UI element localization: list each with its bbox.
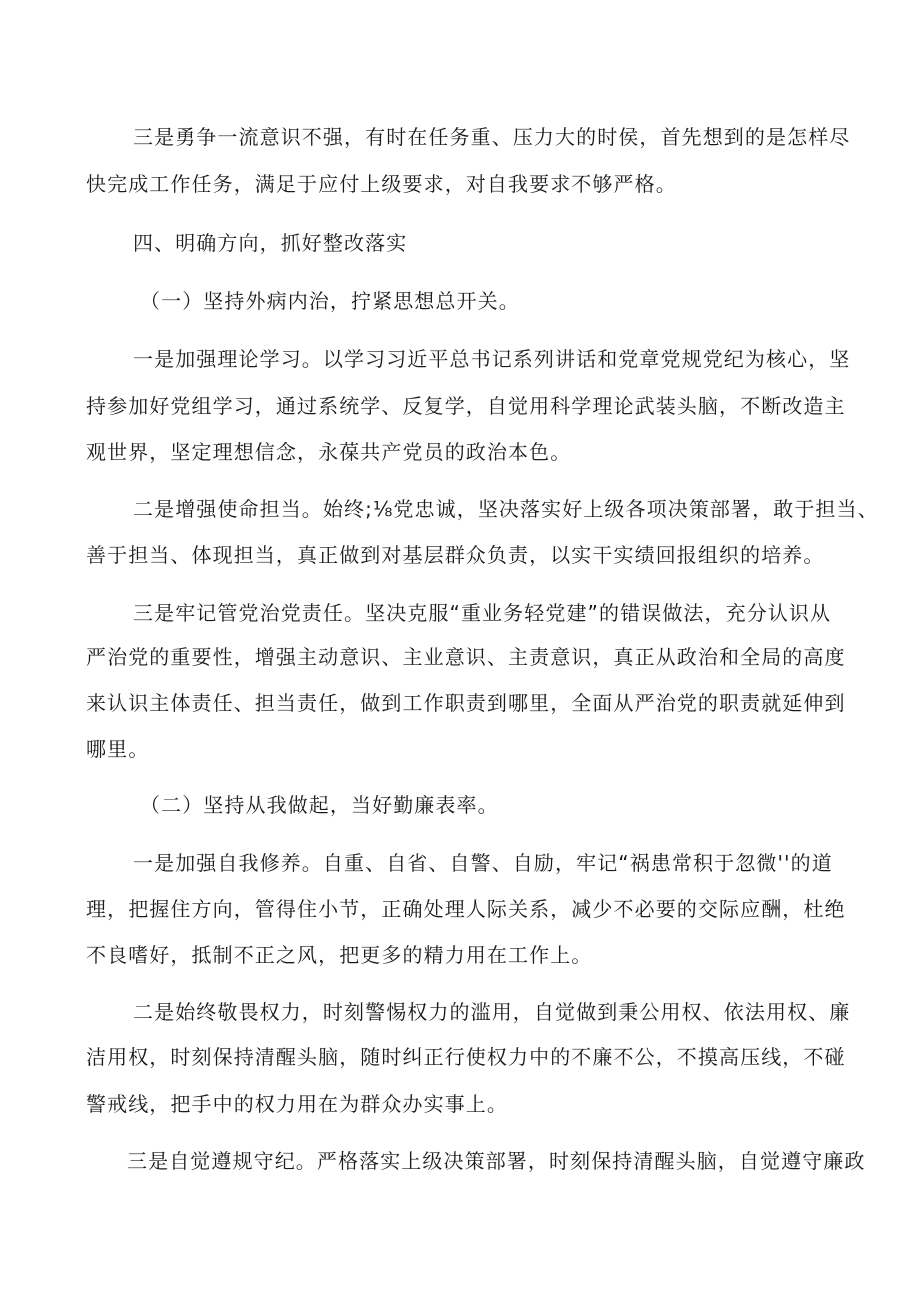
paragraph-line: 持参加好党组学习，通过系统学、反复学，自觉用科学理论武装头脑，不断改造主 (86, 394, 846, 418)
paragraph-line: 一是加强自我修养。自重、自省、自警、自励，牢记“祸患常积于忽微''的道 (133, 851, 833, 875)
paragraph-line: 来认识主体责任、担当责任，做到工作职责到哪里，全面从严治党的职责就延伸到 (86, 691, 846, 715)
paragraph-line: 不良嗜好，抵制不正之风，把更多的精力用在工作上。 (86, 943, 593, 967)
section-heading: 四、明确方向，抓好整改落实 (133, 231, 408, 255)
paragraph-line: 三是自觉遵规守纪。严格落实上级决策部署，时刻保持清醒头脑，自觉遵守廉政 (127, 1149, 866, 1173)
paragraph-line: 观世界，坚定理想信念，永葆共产党员的政治本色。 (86, 440, 572, 464)
paragraph-line: 三是勇争一流意识不强，有时在任务重、压力大的时侯，首先想到的是怎样尽 (133, 125, 851, 149)
paragraph-line: 二是始终敬畏权力，时刻警惕权力的滥用，自觉做到秉公用权、依法用权、廉 (133, 1000, 851, 1024)
paragraph-line: 一是加强理论学习。以学习习近平总书记系列讲话和党章党规党纪为核心，坚 (133, 347, 851, 371)
paragraph-line: 理，把握住方向，管得住小节，正确处理人际关系，减少不必要的交际应酬，杜绝 (86, 897, 846, 921)
paragraph-line: 洁用权，时刻保持清醒头脑，随时纠正行使权力中的不廉不公，不摸高压线，不碰 (86, 1045, 846, 1069)
paragraph-line: 三是牢记管党治党责任。坚决克服“重业务轻党建”的错误做法，充分认识从 (133, 601, 832, 625)
paragraph-line: 警戒线，把手中的权力用在为群众办实事上。 (86, 1092, 508, 1116)
paragraph-line: 快完成工作任务，满足于应付上级要求，对自我要求不够严格。 (86, 172, 677, 196)
paragraph-line: 严治党的重要性，增强主动意识、主业意识、主责意识，真正从政治和全局的高度 (86, 645, 846, 669)
paragraph-line: 二是增强使命担当。始终;⅛党忠诚，坚决落实好上级各项决策部署，敢于担当、 (133, 497, 879, 521)
subsection-heading: （一）坚持外病内治，拧紧思想总开关。 (140, 289, 520, 313)
paragraph-line: 哪里。 (86, 737, 150, 761)
subsection-heading: （二）坚持从我做起，当好勤廉表率。 (140, 793, 499, 817)
paragraph-line: 善于担当、体现担当，真正做到对基层群众负责，以实干实绩回报组织的培养。 (86, 543, 825, 567)
